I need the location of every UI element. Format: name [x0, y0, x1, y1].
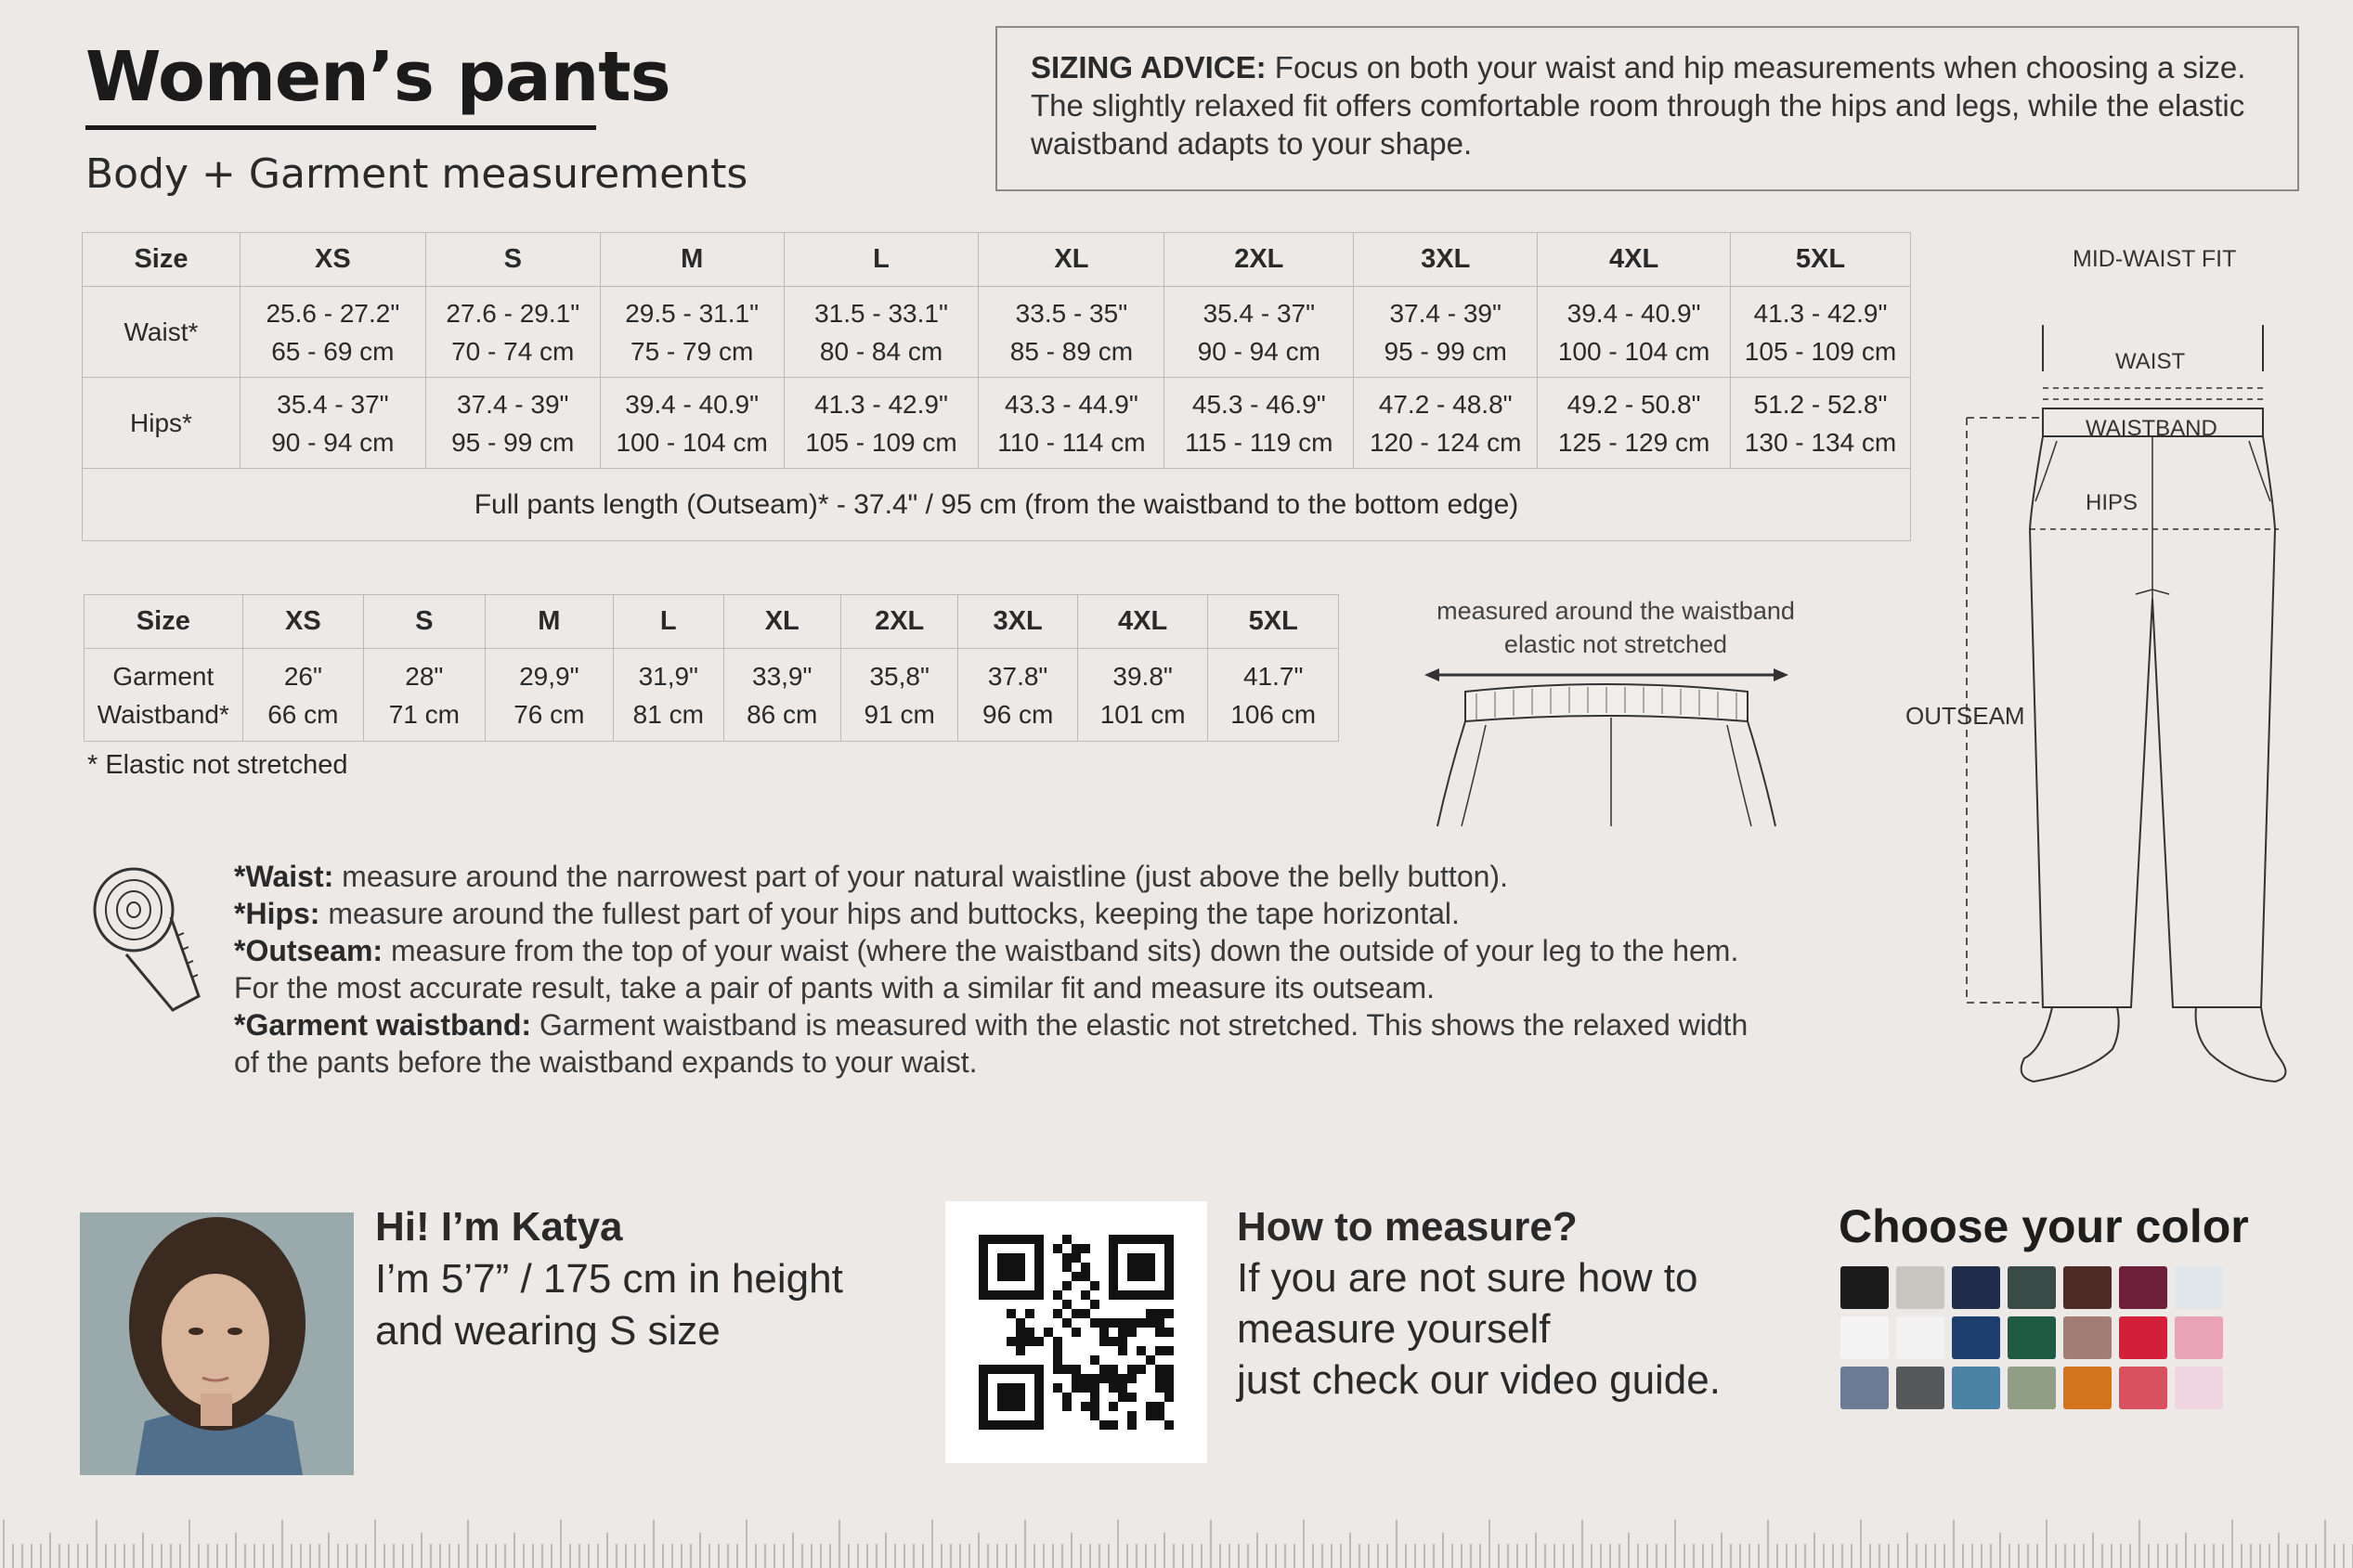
table-cell: 47.2 - 48.8" 120 - 124 cm: [1354, 378, 1538, 469]
garment-waistband-table: [84, 594, 1339, 742]
table-cell: 39.8" 101 cm: [1077, 649, 1208, 742]
how-to-measure-line: If you are not sure how to: [1237, 1255, 1698, 1301]
color-swatch[interactable]: [2175, 1316, 2223, 1359]
color-swatch[interactable]: [1896, 1367, 1944, 1409]
fit-label-waistband: WAISTBAND: [2086, 416, 2217, 441]
table-header: 4XL: [1077, 595, 1208, 649]
note-outseam: *Outseam: measure from the top of your waist (where the waistband sits) down the outside of your leg to the hem. For the most accurate result, take a pair of pants with a similar fit and measure its outseam.: [234, 934, 1739, 1004]
title-underline: [85, 125, 596, 130]
table-header: L: [614, 595, 723, 649]
color-swatch[interactable]: [2063, 1266, 2112, 1309]
color-swatch[interactable]: [2008, 1367, 2056, 1409]
table-header: S: [364, 595, 485, 649]
table-cell: 35.4 - 37" 90 - 94 cm: [240, 378, 425, 469]
how-to-measure-line: just check our video guide.: [1237, 1357, 1721, 1403]
table-header: 4XL: [1538, 233, 1731, 287]
color-swatch[interactable]: [1840, 1266, 1889, 1309]
measurement-notes: [234, 858, 1775, 1081]
model-greeting: Hi! I’m Katya: [375, 1204, 623, 1250]
table-header: S: [425, 233, 600, 287]
table-cell: 41.7" 106 cm: [1208, 649, 1339, 742]
model-info: [375, 1201, 843, 1357]
row-label-garment-waistband: Garment Waistband*: [84, 649, 243, 742]
model-height: I’m 5’7” / 175 cm in height: [375, 1256, 843, 1302]
table-header: 2XL: [1164, 233, 1354, 287]
note-garment-waistband: *Garment waistband: Garment waistband is measured with the elastic not stretched. This shows the relaxed width of the pants before the waistband expands to your waist.: [234, 1008, 1748, 1079]
color-swatch[interactable]: [1840, 1367, 1889, 1409]
color-swatch[interactable]: [2008, 1266, 2056, 1309]
table-cell: 33.5 - 35" 85 - 89 cm: [979, 287, 1164, 378]
fit-label-hips: HIPS: [2086, 490, 2138, 515]
table-header: XS: [240, 233, 425, 287]
table-row-garment: [84, 649, 1339, 742]
page-title: Women’s pants: [85, 37, 670, 117]
how-to-measure-title: How to measure?: [1237, 1204, 1578, 1250]
table-header: M: [600, 233, 784, 287]
table-cell: 45.3 - 46.9" 115 - 119 cm: [1164, 378, 1354, 469]
table-header: 3XL: [1354, 233, 1538, 287]
table-header: 3XL: [958, 595, 1077, 649]
table-cell: 29,9" 76 cm: [485, 649, 614, 742]
table-header: XL: [979, 233, 1164, 287]
table-cell: 28" 71 cm: [364, 649, 485, 742]
table-cell: 31,9" 81 cm: [614, 649, 723, 742]
table-cell: 49.2 - 50.8" 125 - 129 cm: [1538, 378, 1731, 469]
video-guide-qr-code[interactable]: [945, 1201, 1207, 1463]
table-cell: 37.4 - 39" 95 - 99 cm: [425, 378, 600, 469]
table-cell: 29.5 - 31.1" 75 - 79 cm: [600, 287, 784, 378]
table-header-size: Size: [84, 595, 243, 649]
qr-code-icon: [979, 1235, 1174, 1430]
note-hips: *Hips: measure around the fullest part of your hips and buttocks, keeping the tape horizontal.: [234, 897, 1460, 930]
model-size: and wearing S size: [375, 1308, 721, 1354]
color-swatch[interactable]: [2063, 1367, 2112, 1409]
table-header: 5XL: [1208, 595, 1339, 649]
table-row-hips: [83, 378, 1911, 469]
measuring-tape-icon: [89, 862, 210, 1029]
color-swatch-grid: [1840, 1266, 2230, 1409]
how-to-measure: [1237, 1201, 1721, 1406]
table-cell: 33,9" 86 cm: [723, 649, 840, 742]
color-swatch[interactable]: [2063, 1316, 2112, 1359]
how-to-measure-line: measure yourself: [1237, 1306, 1551, 1352]
color-swatch[interactable]: [2119, 1266, 2167, 1309]
sizing-advice-text: Focus on both your waist and hip measurements when choosing a size. The slightly relaxed fit offers comfortable room through the hips and legs, while the elastic waistband adapts to your shape.: [1031, 50, 2246, 161]
table-cell: 41.3 - 42.9" 105 - 109 cm: [784, 378, 979, 469]
table-header: M: [485, 595, 614, 649]
table-header: 2XL: [840, 595, 957, 649]
color-swatch[interactable]: [1896, 1316, 1944, 1359]
color-swatch[interactable]: [1952, 1367, 2000, 1409]
waistband-caption: measured around the waistband elastic not stretched: [1436, 597, 1795, 658]
table-header-row: [84, 595, 1339, 649]
table-cell: 39.4 - 40.9" 100 - 104 cm: [1538, 287, 1731, 378]
color-swatch[interactable]: [1952, 1316, 2000, 1359]
table-cell: 39.4 - 40.9" 100 - 104 cm: [600, 378, 784, 469]
table-cell: 26" 66 cm: [242, 649, 363, 742]
body-measurements-table: [82, 232, 1911, 541]
note-waist: *Waist: measure around the narrowest part of your natural waistline (just above the belly button).: [234, 860, 1508, 893]
fit-label-outseam: OUTSEAM: [1905, 702, 2025, 730]
table-cell: 31.5 - 33.1" 80 - 84 cm: [784, 287, 979, 378]
table-header: XL: [723, 595, 840, 649]
ruler-decoration: [0, 1495, 2353, 1568]
footnote: * Elastic not stretched: [87, 750, 348, 780]
fit-label-waist: WAIST: [2115, 349, 2186, 374]
table-cell: 51.2 - 52.8" 130 - 134 cm: [1731, 378, 1911, 469]
color-swatch[interactable]: [1896, 1266, 1944, 1309]
sizing-advice-label: SIZING ADVICE:: [1031, 50, 1267, 84]
table-cell: 43.3 - 44.9" 110 - 114 cm: [979, 378, 1164, 469]
table-header-size: Size: [83, 233, 240, 287]
waistband-diagram: [1421, 664, 1792, 831]
table-cell: 25.6 - 27.2" 65 - 69 cm: [240, 287, 425, 378]
full-length-note: Full pants length (Outseam)* - 37.4" / 95 cm (from the waistband to the bottom edge): [83, 469, 1911, 541]
table-cell: 41.3 - 42.9" 105 - 109 cm: [1731, 287, 1911, 378]
table-header: L: [784, 233, 979, 287]
table-cell: 35.4 - 37" 90 - 94 cm: [1164, 287, 1354, 378]
table-cell: 37.8" 96 cm: [958, 649, 1077, 742]
table-row-waist: [83, 287, 1911, 378]
color-swatch[interactable]: [2119, 1367, 2167, 1409]
table-row-full-length: [83, 469, 1911, 541]
choose-color-title: Choose your color: [1839, 1200, 2249, 1252]
model-photo: [80, 1212, 354, 1475]
color-swatch[interactable]: [2175, 1367, 2223, 1409]
page-subtitle: Body + Garment measurements: [85, 150, 748, 198]
color-swatch[interactable]: [2119, 1316, 2167, 1359]
color-swatch[interactable]: [2008, 1316, 2056, 1359]
sizing-advice-box: [995, 26, 2299, 191]
table-cell: 35,8" 91 cm: [840, 649, 957, 742]
color-swatch[interactable]: [1840, 1316, 1889, 1359]
table-header-row: [83, 233, 1911, 287]
table-header: 5XL: [1731, 233, 1911, 287]
color-swatch[interactable]: [1952, 1266, 2000, 1309]
fit-title: MID-WAIST FIT: [2073, 246, 2237, 272]
table-cell: 27.6 - 29.1" 70 - 74 cm: [425, 287, 600, 378]
color-swatch[interactable]: [2175, 1266, 2223, 1309]
row-label-hips: Hips*: [83, 378, 240, 469]
table-cell: 37.4 - 39" 95 - 99 cm: [1354, 287, 1538, 378]
row-label-waist: Waist*: [83, 287, 240, 378]
table-header: XS: [242, 595, 363, 649]
